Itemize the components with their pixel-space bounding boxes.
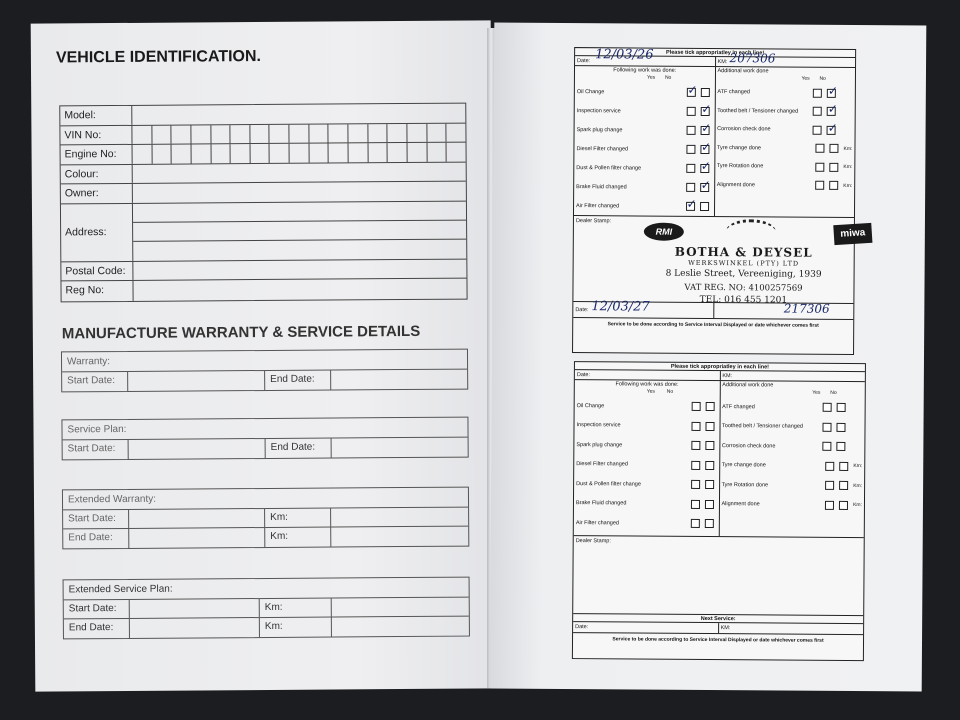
form1-left-yes-checkbox[interactable] bbox=[686, 107, 695, 116]
form2-left-item bbox=[574, 455, 719, 476]
form2-following-work bbox=[574, 380, 721, 536]
warranty-start-label: Start Date: bbox=[62, 372, 128, 391]
form2-dealer-stamp-area[interactable] bbox=[573, 536, 864, 616]
form2-right-item-label: Corrosion check done bbox=[721, 442, 776, 450]
form1-left-item bbox=[574, 177, 714, 197]
form1-left-yes-checkbox[interactable] bbox=[686, 88, 695, 97]
form1-left-no-checkbox[interactable] bbox=[700, 126, 709, 135]
address-field[interactable] bbox=[133, 201, 466, 260]
form2-left-no-checkbox[interactable] bbox=[705, 480, 714, 489]
form1-footer: Service to be done according to Service Interval Displayed or date whichever comes first bbox=[607, 321, 819, 329]
form2-right-item-label: Tyre change done bbox=[721, 462, 766, 469]
form1-right-yes-checkbox[interactable] bbox=[815, 181, 824, 190]
form2-right-no-checkbox[interactable] bbox=[836, 442, 845, 451]
form2-left-yes-checkbox[interactable] bbox=[690, 500, 699, 509]
colour-label: Colour: bbox=[61, 164, 133, 183]
form1-right-yes-checkbox[interactable] bbox=[813, 88, 822, 97]
form1-right-item bbox=[715, 139, 855, 158]
form2-km-cell[interactable] bbox=[720, 371, 865, 381]
form2-right-item-label: Tyre Rotation done bbox=[721, 481, 769, 489]
extended-service-plan-start-label: Start Date: bbox=[64, 600, 130, 618]
form2-left-no-checkbox[interactable] bbox=[705, 422, 714, 431]
form1-right-no-checkbox[interactable] bbox=[829, 163, 838, 172]
owner-label: Owner: bbox=[61, 184, 133, 203]
form1-right-item-label: Toothed belt / Tensioner changed bbox=[717, 107, 799, 115]
form1-left-item bbox=[574, 139, 714, 159]
form1-right-item-label: ATF changed bbox=[717, 89, 750, 96]
form2-right-no-checkbox[interactable] bbox=[839, 481, 848, 490]
form1-next-date-label: Date: bbox=[575, 307, 589, 314]
form2-left-item bbox=[575, 396, 720, 417]
form1-km-cell[interactable] bbox=[716, 51, 856, 67]
form2-left-yes-checkbox[interactable] bbox=[691, 461, 700, 470]
postal-code-label: Postal Code: bbox=[61, 261, 133, 280]
form2-left-no-checkbox[interactable] bbox=[705, 402, 714, 411]
extended-service-plan-km-label: Km: bbox=[260, 599, 332, 618]
form2-right-km-label: Km: bbox=[853, 502, 862, 509]
extended-service-plan-title: Extended Service Plan: bbox=[64, 578, 469, 601]
form1-left-item bbox=[574, 196, 714, 216]
stamp-business-name: BOTHA & DEYSEL bbox=[674, 244, 813, 260]
form2-date-cell[interactable] bbox=[575, 370, 721, 380]
form1-header: Please tick appropriatley in each line! bbox=[575, 48, 855, 58]
form1-no2-label: No bbox=[819, 75, 826, 82]
form1-left-yes-checkbox[interactable] bbox=[686, 183, 695, 192]
form2-next-service-label: Next Service: bbox=[573, 614, 863, 624]
extended-service-plan-km2-field[interactable] bbox=[332, 617, 469, 637]
form2-km-label: KM: bbox=[722, 373, 733, 380]
form2-right-item bbox=[720, 397, 865, 418]
form2-no2-label: No bbox=[830, 389, 837, 396]
vehicle-identification-table bbox=[59, 103, 467, 302]
reg-no-field[interactable] bbox=[133, 279, 466, 301]
form1-right-no-checkbox[interactable] bbox=[827, 89, 836, 98]
form1-additional-work-title: Additional work done bbox=[717, 68, 769, 75]
engine-field[interactable] bbox=[133, 143, 466, 164]
form1-left-item-label: Air Filter changed bbox=[576, 202, 620, 209]
form2-next-service bbox=[573, 614, 863, 635]
form1-date-handwritten: 12/03/26 bbox=[595, 47, 654, 63]
warranty-end-label: End Date: bbox=[265, 371, 331, 390]
form2-next-date-cell[interactable] bbox=[573, 622, 719, 633]
form1-right-no-checkbox[interactable] bbox=[827, 126, 836, 135]
form1-right-yes-checkbox[interactable] bbox=[813, 125, 822, 134]
form2-next-km-cell[interactable] bbox=[719, 623, 864, 634]
miwa-logo: miwa bbox=[833, 223, 872, 245]
extended-warranty-start-label: Start Date: bbox=[63, 510, 129, 528]
form2-right-yes-checkbox[interactable] bbox=[825, 481, 834, 490]
form1-right-km-label: Km: bbox=[843, 145, 853, 152]
form2-right-no-checkbox[interactable] bbox=[837, 403, 846, 412]
form1-left-no-checkbox[interactable] bbox=[700, 107, 709, 116]
form1-right-yes-checkbox[interactable] bbox=[815, 162, 824, 171]
extended-service-plan-km-field[interactable] bbox=[332, 598, 469, 617]
form2-next-date-label: Date: bbox=[575, 624, 589, 631]
extended-warranty-km-field[interactable] bbox=[331, 508, 468, 527]
form1-left-no-checkbox[interactable] bbox=[700, 88, 709, 97]
form2-left-item-label: Brake Fluid changed bbox=[575, 500, 627, 507]
form1-right-item bbox=[715, 120, 855, 139]
model-field[interactable] bbox=[132, 104, 465, 125]
form1-next-date-handwritten: 12/03/27 bbox=[591, 299, 650, 315]
form2-left-item bbox=[574, 435, 719, 456]
owner-field[interactable] bbox=[133, 182, 466, 203]
form2-right-no-checkbox[interactable] bbox=[839, 501, 848, 510]
form1-yes-label: Yes bbox=[646, 74, 656, 81]
form2-following-work-title: Following work was done: bbox=[615, 381, 679, 388]
form2-right-no-checkbox[interactable] bbox=[836, 423, 845, 432]
form1-left-no-checkbox[interactable] bbox=[700, 183, 709, 192]
service-form-1 bbox=[572, 47, 866, 355]
form2-right-no-checkbox[interactable] bbox=[839, 462, 848, 471]
form2-left-item bbox=[574, 416, 719, 437]
form1-left-item-label: Dust & Pollen filter change bbox=[576, 164, 642, 172]
form1-right-item bbox=[715, 83, 855, 102]
form1-left-item-label: Brake Fluid changed bbox=[576, 183, 627, 190]
warranty-start-field[interactable] bbox=[128, 371, 265, 391]
form1-following-work bbox=[574, 66, 716, 216]
stamp-address: 8 Leslie Street, Vereeniging, 1939 bbox=[665, 268, 822, 280]
form2-left-item-label: Oil Change bbox=[576, 402, 605, 410]
form2-right-item-label: ATF changed bbox=[722, 403, 755, 411]
form1-left-item bbox=[575, 82, 715, 102]
form2-left-item-label: Diesel Filter changed bbox=[576, 461, 628, 468]
form1-right-item bbox=[715, 176, 855, 195]
form2-right-yes-checkbox[interactable] bbox=[822, 442, 831, 451]
warranty-end-field[interactable] bbox=[331, 370, 467, 390]
stamp-subtitle: WERKSWINKEL (PTY) LTD bbox=[688, 258, 800, 268]
form2-right-item-label: Toothed belt / Tensioner changed bbox=[721, 423, 803, 430]
form1-km-label: KM: bbox=[717, 59, 728, 66]
extended-service-plan-end-label: End Date: bbox=[64, 619, 130, 638]
form1-next-date-cell[interactable] bbox=[573, 299, 714, 318]
extended-service-plan-km2-label: Km: bbox=[260, 618, 332, 638]
form2-no-label: No bbox=[666, 388, 674, 395]
form2-left-yes-checkbox[interactable] bbox=[691, 480, 700, 489]
form1-right-item-label: Tyre change done bbox=[716, 144, 762, 152]
form1-dealer-stamp-label: Dealer Stamp: bbox=[575, 218, 612, 225]
warranty-heading: MANUFACTURE WARRANTY & SERVICE DETAILS bbox=[61, 322, 421, 343]
form2-right-km-label: Km: bbox=[853, 463, 863, 470]
vin-field[interactable] bbox=[132, 123, 465, 144]
service-plan-start-field[interactable] bbox=[129, 439, 266, 459]
form2-left-yes-checkbox[interactable] bbox=[691, 441, 700, 450]
form2-dealer-stamp-label: Dealer Stamp: bbox=[575, 538, 611, 545]
form2-left-item-label: Spark plug change bbox=[576, 441, 623, 449]
form1-right-no-checkbox[interactable] bbox=[827, 107, 836, 116]
form1-dealer-stamp-area bbox=[573, 216, 866, 306]
postal-code-field[interactable] bbox=[133, 259, 466, 280]
form2-left-item bbox=[574, 474, 719, 495]
extended-warranty-km2-field[interactable] bbox=[331, 527, 468, 547]
extended-service-plan-start-field[interactable] bbox=[130, 599, 260, 618]
form1-left-yes-checkbox[interactable] bbox=[686, 164, 695, 173]
form1-right-item-label: Corrosion check done bbox=[717, 126, 771, 133]
vin-label: VIN No: bbox=[60, 125, 132, 144]
form1-right-item bbox=[715, 157, 855, 176]
extended-service-plan-block bbox=[63, 577, 470, 640]
service-plan-end-label: End Date: bbox=[266, 439, 332, 458]
form1-following-work-title: Following work was done: bbox=[613, 67, 677, 74]
service-plan-block bbox=[61, 417, 468, 461]
form1-next-km-handwritten: 217306 bbox=[783, 301, 830, 316]
form2-right-km-label: Km: bbox=[853, 482, 863, 489]
form1-left-item-label: Oil Change bbox=[576, 88, 605, 95]
reg-no-label: Reg No: bbox=[61, 281, 133, 301]
rmi-logo: RMI bbox=[644, 223, 684, 241]
form2-left-item-label: Dust & Pollen filter change bbox=[576, 480, 641, 488]
extended-warranty-block bbox=[62, 487, 469, 550]
extended-warranty-end-field[interactable] bbox=[129, 528, 265, 548]
form2-right-item-label: Alignment done bbox=[721, 501, 760, 508]
form1-right-item-label: Tyre Rotation done bbox=[716, 163, 764, 170]
form1-right-yes-checkbox[interactable] bbox=[816, 144, 825, 153]
form2-left-no-checkbox[interactable] bbox=[704, 519, 713, 528]
form2-left-item-label: Air Filter changed bbox=[575, 519, 619, 527]
form1-left-item-label: Spark plug change bbox=[576, 126, 623, 133]
form2-left-no-checkbox[interactable] bbox=[704, 500, 713, 509]
vehicle-identification-heading: VEHICLE IDENTIFICATION. bbox=[55, 48, 262, 67]
model-label: Model: bbox=[60, 106, 132, 125]
form1-right-item-label: Alignment done bbox=[716, 181, 755, 189]
service-plan-end-field[interactable] bbox=[332, 438, 468, 458]
form2-additional-work bbox=[719, 381, 865, 537]
form1-left-item-label: Diesel Filter changed bbox=[576, 145, 629, 152]
form2-left-item bbox=[574, 494, 719, 515]
form2-footer: Service to be done according to Service Interval Displayed or date whichever comes first bbox=[612, 636, 824, 644]
form2-header: Please tick appropriatley in each line! bbox=[575, 362, 865, 372]
form1-right-item bbox=[715, 102, 855, 121]
form2-left-item-label: Inspection service bbox=[576, 422, 621, 429]
stamp-tel: TEL: 016 455 1201 bbox=[699, 294, 788, 306]
extended-warranty-end-label: End Date: bbox=[63, 529, 129, 548]
address-label: Address: bbox=[61, 203, 133, 261]
form1-left-yes-checkbox[interactable] bbox=[686, 202, 695, 211]
form1-left-no-checkbox[interactable] bbox=[700, 164, 709, 173]
form2-left-yes-checkbox[interactable] bbox=[690, 519, 699, 528]
form1-left-no-checkbox[interactable] bbox=[700, 202, 709, 211]
form1-left-item bbox=[575, 101, 715, 121]
form1-left-yes-checkbox[interactable] bbox=[686, 126, 695, 135]
form1-next-km-cell[interactable] bbox=[714, 303, 854, 319]
form1-left-no-checkbox[interactable] bbox=[700, 145, 709, 154]
form1-left-item bbox=[574, 158, 714, 178]
service-form-2 bbox=[572, 361, 866, 661]
form2-right-yes-checkbox[interactable] bbox=[825, 501, 834, 510]
form2-right-item bbox=[720, 417, 865, 438]
extended-service-plan-end-field[interactable] bbox=[130, 618, 260, 638]
warranty-title: Warranty: bbox=[62, 350, 467, 373]
warranty-block bbox=[61, 349, 468, 393]
form1-no-label: No bbox=[664, 74, 672, 81]
form1-right-no-checkbox[interactable] bbox=[829, 181, 838, 190]
service-plan-title: Service Plan: bbox=[62, 418, 467, 441]
form2-additional-work-title: Additional work done bbox=[722, 382, 774, 389]
form1-left-item bbox=[575, 120, 715, 140]
form2-right-item bbox=[720, 475, 865, 496]
extended-warranty-km2-label: Km: bbox=[265, 528, 331, 547]
form2-left-yes-checkbox[interactable] bbox=[691, 422, 700, 431]
form2-next-km-label: KM: bbox=[720, 625, 731, 632]
form2-left-no-checkbox[interactable] bbox=[705, 441, 714, 450]
form2-right-item bbox=[720, 456, 865, 477]
form2-right-item bbox=[719, 495, 864, 516]
stamp-vat: VAT REG. NO: 4100257569 bbox=[684, 282, 803, 294]
extended-warranty-start-field[interactable] bbox=[129, 509, 265, 528]
form1-right-km-label: Km: bbox=[843, 182, 853, 189]
gear-logo-icon bbox=[726, 219, 776, 244]
form2-right-yes-checkbox[interactable] bbox=[822, 423, 831, 432]
form1-date-label: Date: bbox=[577, 58, 591, 65]
form2-left-no-checkbox[interactable] bbox=[705, 461, 714, 470]
extended-warranty-km-label: Km: bbox=[265, 509, 331, 527]
form2-right-yes-checkbox[interactable] bbox=[825, 462, 834, 471]
form2-left-item bbox=[574, 513, 719, 534]
service-plan-start-label: Start Date: bbox=[63, 440, 129, 459]
left-page bbox=[31, 20, 496, 691]
form1-yes2-label: Yes bbox=[801, 75, 810, 82]
form2-date-label: Date: bbox=[576, 372, 591, 379]
right-page bbox=[490, 23, 927, 692]
form1-right-yes-checkbox[interactable] bbox=[813, 107, 822, 116]
form2-left-yes-checkbox[interactable] bbox=[691, 402, 700, 411]
form2-right-item bbox=[720, 436, 865, 457]
extended-warranty-title: Extended Warranty: bbox=[63, 488, 468, 511]
form1-additional-work bbox=[714, 67, 855, 217]
form1-right-km-label: Km: bbox=[843, 164, 853, 171]
form2-yes-label: Yes bbox=[646, 388, 655, 395]
colour-field[interactable] bbox=[133, 162, 466, 183]
form1-right-no-checkbox[interactable] bbox=[830, 144, 839, 153]
form1-left-item-label: Inspection service bbox=[576, 107, 621, 114]
engine-label: Engine No: bbox=[61, 145, 133, 164]
form1-km-handwritten: 207306 bbox=[729, 51, 776, 66]
form2-yes2-label: Yes bbox=[812, 389, 821, 396]
form2-right-yes-checkbox[interactable] bbox=[823, 403, 832, 412]
form1-left-yes-checkbox[interactable] bbox=[686, 145, 695, 154]
